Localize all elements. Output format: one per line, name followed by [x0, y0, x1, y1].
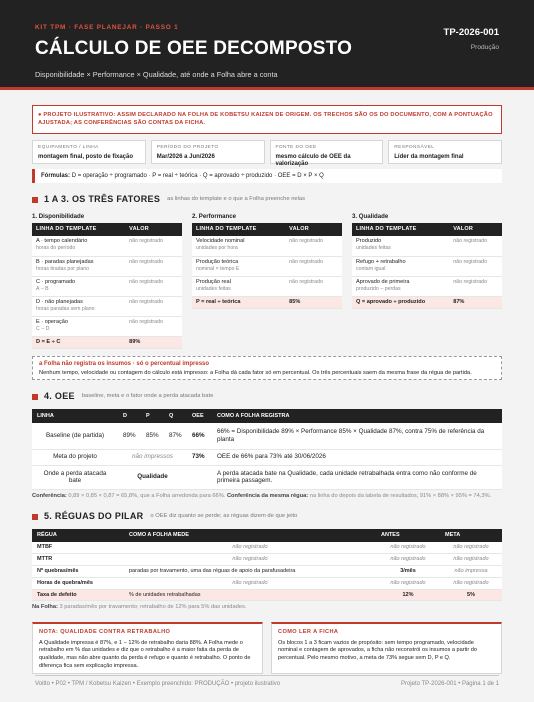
- note-title: a Folha não registra os insumos · só o percentual impresso: [39, 360, 210, 367]
- meta-value: Mar/2026 a Jun/2026: [156, 153, 215, 160]
- reg-method: não registrado: [124, 577, 376, 589]
- na-folha-text: 3 paradas/mês por travamento; retrabalho de 12% para 5% das unidades.: [59, 604, 247, 611]
- col-header: LINHA DO TEMPLATE: [352, 223, 449, 236]
- table-row: [32, 316, 182, 336]
- table-row: [32, 577, 502, 589]
- row-value: não registrado: [125, 296, 182, 316]
- total-value: 87%: [449, 296, 502, 308]
- reg-name: Horas de quebra/mês: [32, 577, 124, 589]
- how-to-read-box: [271, 622, 502, 674]
- total-row: [192, 296, 342, 308]
- row-label: Produzido: [356, 238, 382, 245]
- reg-name: MTBF: [32, 542, 124, 554]
- row-value: não registrado: [125, 256, 182, 276]
- conf-label-2: Conferência da mesma régua:: [226, 492, 309, 499]
- col-header: D: [118, 409, 141, 424]
- oee-p: 85%: [141, 423, 164, 449]
- section-marker: [32, 394, 38, 400]
- row-label: D · não planejadas: [36, 298, 83, 305]
- reg-before: 12%: [376, 589, 440, 601]
- oee-line: Meta do projeto: [32, 449, 118, 465]
- factor-title: 2. Performance: [192, 212, 237, 220]
- box-body: A Qualidade impressa é 87%, e 1 − 12% de retrabalho daria 88%. A Folha mede o retrabalho em % das unidades e diz que o retrabalho é a maior fatia da perda de qualidade, mas não abre quanto da perda é refugo e quanto é retrabalho. O ponto de diferença fica sem explicação impressa.: [39, 639, 251, 669]
- table-row: [32, 276, 182, 296]
- table-row: [352, 276, 502, 296]
- row-hint: horas paradas sem plano: [36, 305, 95, 312]
- conf-text: 0,89 × 0,85 × 0,87 = 65,8%, que a Folha arredonda para 66%.: [68, 492, 226, 499]
- factor-title: 3. Qualidade: [352, 212, 389, 220]
- row-hint: unidades por hora: [196, 245, 238, 251]
- factor-quality: [352, 213, 502, 349]
- row-label: Refugo + retrabalho: [356, 258, 406, 265]
- table-row: [32, 296, 182, 316]
- oee-line: Baseline (de partida): [32, 423, 118, 449]
- quality-table: [352, 223, 502, 308]
- notes-row: [32, 622, 502, 674]
- header-band: [0, 0, 534, 87]
- meta-label: RESPONSÁVEL: [394, 144, 435, 150]
- row-value: não registrado: [125, 236, 182, 256]
- doc-code: TP-2026-001: [443, 27, 499, 38]
- section-factors-header: [32, 194, 502, 206]
- section-marker: [32, 197, 38, 203]
- col-header: LINHA DO TEMPLATE: [192, 223, 285, 236]
- total-label: Q = aprovado ÷ produzido: [352, 296, 449, 308]
- box-body: Os blocos 1 a 3 ficam vazios de propósito: sem tempo programado, velocidade nominal e contagem de aprovados, a ficha não reconstrói os insumos a partir do percentual. Pelo mesmo motivo, a meta de 73% segue sem D, P e Q.: [278, 639, 478, 662]
- row-hint: unidades feitas: [356, 245, 391, 251]
- formula-text: D = operação ÷ programado · P = real ÷ teórica · Q = aprovado ÷ produzido · OEE = D × P × Q: [71, 172, 324, 179]
- meta-label: PERÍODO DO PROJETO: [156, 144, 219, 150]
- table-row: [32, 423, 502, 449]
- table-row: [352, 256, 502, 276]
- header-divider: [0, 87, 534, 90]
- meta-value: montagem final, posto de fixação: [38, 153, 134, 160]
- oee-text: A perda atacada bate na Qualidade, cada unidade retrabalhada entra como não conforme de primeira passagem.: [212, 465, 502, 489]
- row-label: Aprovado de primeira: [356, 278, 410, 285]
- row-value: não registrado: [285, 276, 342, 296]
- row-value: não registrado: [285, 256, 342, 276]
- reg-target: não registrado: [440, 542, 502, 554]
- col-header: VALOR: [449, 223, 502, 236]
- col-header: LINHA DO TEMPLATE: [32, 223, 125, 236]
- formula-bar: [32, 169, 502, 183]
- factor-title: 1. Disponibilidade: [32, 212, 85, 220]
- box-title: COMO LER A FICHA: [278, 628, 339, 635]
- total-row: [352, 296, 502, 308]
- section-desc: baseline, meta e o fator onde a perda atacada bate: [81, 392, 214, 399]
- total-label: P = real ÷ teórica: [192, 296, 285, 308]
- conference-line: [32, 493, 502, 500]
- oee-value: [187, 465, 212, 489]
- row-hint: C − D: [36, 325, 50, 332]
- page-title: CÁLCULO DE OEE DECOMPOSTO: [35, 38, 353, 59]
- table-row: [32, 553, 502, 565]
- section-title: 1 A 3. OS TRÊS FATORES: [44, 193, 161, 204]
- oee-value: 73%: [187, 449, 212, 465]
- doc-area: Produção: [470, 43, 499, 51]
- row-value: não registrado: [285, 236, 342, 256]
- col-header: OEE: [187, 409, 212, 424]
- section-pillar-header: [32, 511, 502, 523]
- oee-q: 87%: [164, 423, 187, 449]
- oee-text: OEE de 66% para 73% até 30/06/2026: [212, 449, 502, 465]
- pillar-table: [32, 529, 502, 601]
- table-row: [32, 589, 502, 601]
- total-value: 89%: [125, 336, 182, 348]
- reg-before: não registrado: [376, 553, 440, 565]
- col-header: ANTES: [376, 529, 440, 542]
- note-body: Nenhum tempo, velocidade ou contagem do cálculo está impresso: a Folha dá cada fator só em percentual. Os três percentuais saem da mesma frase da régua de partida.: [39, 370, 472, 377]
- meta-equipment: [32, 140, 146, 164]
- table-row: [32, 542, 502, 554]
- na-folha-label: Na Folha:: [32, 604, 58, 611]
- reg-name: Taxa de defeito: [32, 589, 124, 601]
- section-title: 5. RÉGUAS DO PILAR: [44, 511, 144, 522]
- formula-label: Fórmulas:: [41, 172, 71, 179]
- quality-note-box: [32, 622, 263, 674]
- col-header: COMO A FOLHA REGISTRA: [212, 409, 502, 424]
- na-folha-line: [32, 604, 502, 611]
- row-value: não registrado: [449, 256, 502, 276]
- total-label: D = E ÷ C: [32, 336, 125, 348]
- reg-target: 5%: [440, 589, 502, 601]
- row-label: Velocidade nominal: [196, 238, 245, 245]
- meta-period: [151, 140, 265, 164]
- meta-label: EQUIPAMENTO / LINHA: [38, 144, 99, 150]
- row-value: não registrado: [125, 316, 182, 336]
- reg-target: não registrado: [440, 553, 502, 565]
- col-header: RÉGUA: [32, 529, 124, 542]
- col-header: Q: [164, 409, 187, 424]
- col-header: VALOR: [125, 223, 182, 236]
- section-marker: [32, 514, 38, 520]
- reg-method: % de unidades retrabalhadas: [124, 589, 376, 601]
- row-label: E · operação: [36, 318, 69, 325]
- col-header: META: [440, 529, 502, 542]
- row-hint: contam igual: [356, 265, 386, 272]
- table-row: [192, 236, 342, 256]
- oee-table: [32, 409, 502, 490]
- page-subtitle: Disponibilidade × Performance × Qualidade, até onde a Folha abre a conta: [35, 69, 278, 79]
- table-row: [32, 449, 502, 465]
- row-hint: unidades feitas: [196, 285, 231, 292]
- section-title: 4. OEE: [44, 390, 75, 401]
- inputs-note: [32, 356, 502, 380]
- footer-right: Projeto TP-2026-001 • Página 1 de 1: [400, 681, 499, 687]
- col-header: P: [141, 409, 164, 424]
- reg-before: não registrado: [376, 577, 440, 589]
- row-hint: produzido − perdas: [356, 285, 401, 292]
- section-desc: as linhas do template e o que a Folha preenche nelas: [167, 195, 306, 202]
- row-value: não registrado: [449, 276, 502, 296]
- row-hint: nominal × tempo E: [196, 265, 240, 272]
- factor-columns: [32, 213, 502, 349]
- reg-target: não impressa: [440, 565, 502, 577]
- row-value: não registrado: [125, 276, 182, 296]
- reg-method: não registrado: [124, 553, 376, 565]
- doc-code-block: [444, 27, 499, 52]
- col-header: LINHA: [32, 409, 118, 424]
- performance-table: [192, 223, 342, 308]
- reg-name: Nº quebras/mês: [32, 565, 124, 577]
- oee-factors-missing: não impressos: [118, 449, 187, 465]
- col-header: VALOR: [285, 223, 342, 236]
- section-desc: o OEE diz quanto se perde; as réguas dizem de que jeito: [150, 513, 298, 520]
- meta-source: [270, 140, 384, 168]
- meta-value: mesmo cálculo de OEE da valorização: [275, 153, 351, 168]
- row-hint: A − B: [36, 285, 49, 292]
- page-footer: [35, 675, 499, 689]
- reg-before: 3/mês: [376, 565, 440, 577]
- oee-text: 66% = Disponibilidade 89% × Performance 85% × Qualidade 87%, contra 75% de referência da planta: [212, 423, 502, 449]
- conf-text-2: na linha do depois da tabela de resultados, 91% × 88% × 95% = 74,3%.: [309, 492, 492, 499]
- row-hint: horas tiradas por plano: [36, 265, 90, 272]
- oee-value: 66%: [187, 423, 212, 449]
- oee-factor-hit: Qualidade: [118, 465, 187, 489]
- reg-name: MTTR: [32, 553, 124, 565]
- oee-line: Onde a perda atacada bate: [32, 465, 118, 489]
- factor-availability: [32, 213, 182, 349]
- kit-label: KIT TPM · FASE PLANEJAR · PASSO 1: [35, 24, 179, 31]
- total-row: [32, 336, 182, 348]
- row-label: Produção real: [196, 278, 231, 285]
- oee-d: 89%: [118, 423, 141, 449]
- section-oee-header: [32, 391, 502, 403]
- table-row: [32, 565, 502, 577]
- row-label: A · tempo calendário: [36, 238, 88, 245]
- row-label: Produção teórica: [196, 258, 239, 265]
- row-label: C · programado: [36, 278, 76, 285]
- table-row: [192, 256, 342, 276]
- reg-target: não registrado: [440, 577, 502, 589]
- reg-before: não registrado: [376, 542, 440, 554]
- col-header: COMO A FOLHA MEDE: [124, 529, 376, 542]
- meta-label: FONTE DO OEE: [275, 144, 317, 150]
- reg-method: paradas por travamento, uma das réguas de apoio da parafusadeira: [124, 565, 376, 577]
- table-row: [32, 236, 182, 256]
- meta-value: Líder da montagem final: [394, 153, 464, 160]
- conf-label: Conferência:: [32, 492, 67, 499]
- illustrative-alert: ● PROJETO ILUSTRATIVO: ASSIM DECLARADO NA FOLHA DE KOBETSU KAIZEN DE ORIGEM. OS TRECHOS SÃO OS DO DOCUMENTO, COM A PONTUAÇÃO AJUSTADA; AS CONFERÊNCIAS SÃO CONTAS DA FICHA.: [32, 105, 502, 134]
- row-value: não registrado: [449, 236, 502, 256]
- total-value: 85%: [285, 296, 342, 308]
- factor-performance: [192, 213, 342, 349]
- footer-left: Voitto • P02 • TPM / Kobetsu Kaizen • Exemplo preenchido: PRODUÇÃO • projeto ilustrativo: [35, 681, 281, 687]
- meta-owner: [388, 140, 502, 164]
- table-row: [192, 276, 342, 296]
- meta-row: [32, 140, 502, 168]
- row-label: B · paradas planejadas: [36, 258, 94, 265]
- reg-method: não registrado: [124, 542, 376, 554]
- table-row: [352, 236, 502, 256]
- table-row: [32, 256, 182, 276]
- availability-table: [32, 223, 182, 348]
- table-row: [32, 465, 502, 489]
- row-hint: horas do período: [36, 245, 76, 251]
- box-title: NOTA: QUALIDADE CONTRA RETRABALHO: [39, 628, 171, 635]
